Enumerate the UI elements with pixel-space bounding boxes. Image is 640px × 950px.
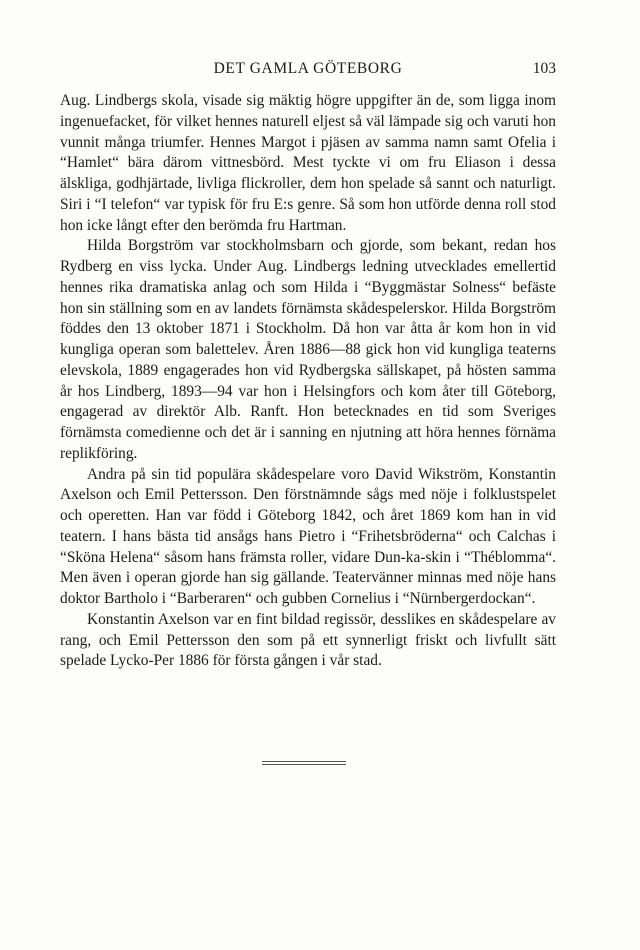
paragraph-wikstrom: Andra på sin tid populära skådespelare voro David Wikström, Konstantin Axelson och Emil Pettersson. Den förstnämnde sågs med nöje i folklustspelet och operetten. Han var född i Göteborg 1842, och året 1869 kom han in vid teatern. I hans bästa tid ansågs hans Pietro i “Frihetsbröderna“ och Calchas i “Sköna Helena“ såsom hans främsta roller, vidare Dun-ka-skin i “Théblomma“. Men även i operan gjorde han sig gällande. Teatervänner minnas med nöje hans doktor Bartholo i “Barberaren“ och gubben Cornelius i “Nürnbergerdockan“. [60, 465, 556, 607]
paragraph-axelson: Konstantin Axelson var en fint bildad regissör, desslikes en skådespelare av rang, och Emil Pettersson den som på ett synnerligt friskt och livfullt sätt spelade Lycko-Per 1886 för första gången i vår stad. [60, 610, 556, 670]
body-text [60, 91, 556, 672]
section-end-rule [262, 761, 346, 765]
paragraph-eliason: Aug. Lindbergs skola, visade sig mäktig högre uppgifter än de, som ligga inom ingenuefacket, för vilket hennes naturell eljest så väl lämpade sig och varuti hon vunnit många triumfer. Hennes Margot i pjäsen av samma namn samt Ofelia i “Hamlet“ bära därom vittnesbörd. Mest tyckte vi om fru Eliason i dessa älskliga, godhjärtade, livliga flickroller, dem hon spelade så sannt och naturligt. Siri i “I telefon“ var typisk för fru E:s genre. Så som hon utförde denna roll stod hon icke långt efter den berömda fru Hartman. [60, 92, 556, 234]
paragraph-borgstrom: Hilda Borgström var stockholmsbarn och gjorde, som bekant, redan hos Rydberg en viss lycka. Under Aug. Lindbergs ledning utvecklades emellertid hennes rika dramatiska anlag och som Hilda i “Byggmästar Solness“ befäste hon sin ställning som en av landets förnämsta skådespelerskor. Hilda Borgström föddes den 13 oktober 1871 i Stockholm. Då hon var åtta år kom hon in vid kungliga operan som balettelev. Åren 1886—88 gick hon vid kungliga teaterns elevskola, 1889 engagerades hon vid Rydbergska sällskapet, på hösten samma år hos Lindberg, 1893—94 var hon i Helsingfors och kom åter till Göteborg, engagerad av direktör Alb. Ranft. Hon betecknades en tid som Sveriges förnämsta comedienne och det är i sanning en njutning att höra hennes förnäma replikföring. [60, 237, 556, 462]
running-head [60, 60, 556, 82]
page-number: 103 [532, 60, 556, 77]
running-head-title: DET GAMLA GÖTEBORG [213, 60, 403, 77]
